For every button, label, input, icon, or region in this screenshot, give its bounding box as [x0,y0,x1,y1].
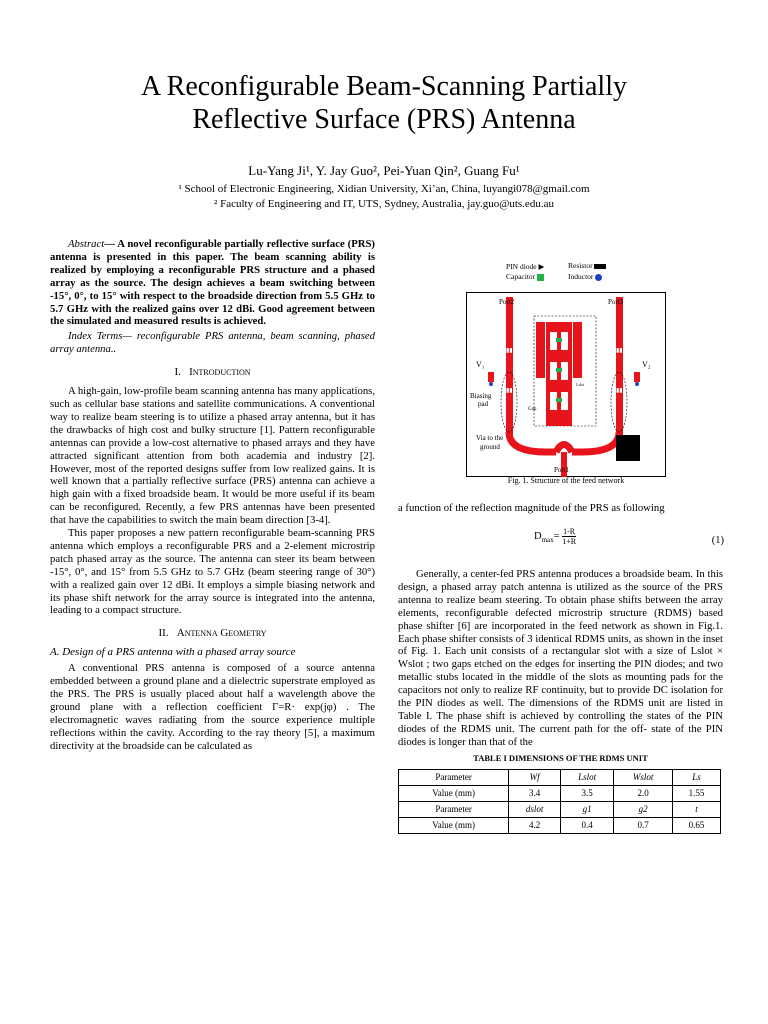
feed-paragraph: Generally, a center-fed PRS antenna produces a broadside beam. In this design, a phased array patch antenna is utilized as the source of the PRS antenna to realize beam steering. To obtain phase shifts between the array elements, reconfigurable defected microstrip structure (RDMS) based phase shifter [6] are incorporated in the feed network as shown in Fig.1. Each phase shifter consists of 3 identical RDMS units, as shown in the inset of Fig. 1. Each unit consists of a rectangular slot with a size of Lslot × Wslot ; two gaps etched on the edges for inserting the PIN diodes; and two metallic stubs located in the middle of the slots as mounting pads for the capacitors not only to realize RF continuity, but to provide DC isolation for the PIN diodes as well. The dimensions of the RDMS unit are listed in Table I. The phase shift is achieved by controlling the states of the PIN diodes of the RDMS unit. The current path for the off- state of the PIN diodes is longer than that of the [398,568,723,748]
section-2-title: Antenna Geometry [176,627,267,640]
label-port2: Port2 [499,298,515,306]
subsection-a-heading: A. Design of a PRS antenna with a phased array source [50,646,296,659]
table-row [399,817,721,833]
affiliation-1: ¹ School of Electronic Engineering, Xidian University, Xi’an, China, luyangi078@gmail.com [178,183,590,195]
rdms-strip [546,322,572,426]
intro-paragraph-2: This paper proposes a new pattern reconfigurable beam-scanning PRS antenna which employs a reconfigurable PRS and a 2-element microstrip patch phased array as the source. The antenna can steer its beam between -15°, 0°, and 15° from 5.5 GHz to 5.7 GHz (beam steering range of 30°) with a realized gain over 12 dBi. It employs a simple biasing network and its phase shift network for the array source is integrated into the antenna, leading to a compact structure. [50,527,375,617]
legend-res-label: Resistor [568,261,593,270]
left-column [50,238,375,753]
rdms-table [398,769,721,834]
eq-denominator: 1+R [562,537,577,546]
slot-2a [550,362,557,380]
table-cell: 3.5 [561,785,614,801]
table-row [399,769,721,785]
rdms-left-stub [536,322,545,378]
legend-pin-diode [506,262,544,271]
table-cell: Lslot [561,769,614,785]
legend-resistor [568,261,606,270]
eq-subscript: max [541,536,554,544]
diode-marks-right: ▮▮ [616,348,623,354]
legend-ind-label: Inductor [568,272,594,281]
table-cell: g2 [614,801,673,817]
table-cell: t [673,801,721,817]
table-cell: 0.4 [561,817,614,833]
label-v1: V₁ [476,360,485,369]
legend-capacitor [506,272,544,281]
slot-2b [561,362,568,380]
slot-3a [550,392,557,410]
figure-caption: Fig. 1. Structure of the feed network [507,476,625,485]
table-row [399,785,721,801]
table-cell: Value (mm) [399,817,509,833]
label-biasing: Biasing [470,392,492,400]
section-2-number: II. [158,627,169,640]
label-port3: Port3 [608,298,624,306]
section-1-heading [50,366,375,379]
paper-title [40,70,728,136]
eq-number: (1) [711,535,724,546]
rdms-right-stub [573,322,582,378]
authors: Lu-Yang Ji¹, Y. Jay Guo², Pei-Yuan Qin², Guang Fu¹ [248,163,520,178]
table-cell: 3.4 [509,785,561,801]
table-cell: 0.7 [614,817,673,833]
title-line-1: A Reconfigurable Beam-Scanning Partially [141,71,627,102]
right-intro-line: a function of the reflection magnitude of the PRS as following [398,502,665,514]
table-cell: 2.0 [614,785,673,801]
right-feed-line [616,297,623,437]
index-terms: Index Terms— reconfigurable PRS antenna, beam scanning, phased array antenna.. [50,330,375,356]
right-bias-pad [634,372,640,382]
intro-paragraph-1: A high-gain, low-profile beam scanning antenna has many applications, such as cellular base stations and satellite communications. A conventional way to realize beam steering is to utilize a phased array antenna, but it has the drawbacks of high cost and bulky structure [1]. Pattern reconfigurable antennas can provide a low-cost alternative to phased arrays and they have attracted significant attention from both academia and industry [2]. However, most of the reported designs suffer from low realized gains. It is well known that a partially reflective surface (PRS) antenna can achieve a high gain with a fixed broadside beam. It would be more useful if its beam can be reconfigured. Recently, a few PRS antennas have been presented that have the capabilities to switch the main beam direction [3-4]. [50,385,375,527]
eq-lhs: $D_{max}$ [534,530,554,544]
label-via-2: ground [480,443,500,451]
equation-1: $D_{max}=$ $\frac{1-R}{1+R}$ (1) [534,527,724,546]
right-inductor [635,382,639,386]
table-cell: Wf [509,769,561,785]
table-cell: Ls [673,769,721,785]
table-cell: Wslot [614,769,673,785]
label-pad: pad [478,400,489,408]
table-row [399,801,721,817]
table-cell: dslot [509,801,561,817]
table-cell: 4.2 [509,817,561,833]
table-caption: TABLE I DIMENSIONS OF THE RDMS UNIT [473,752,648,763]
left-feed-line [506,297,513,437]
legend-cap-label: Capacitor [506,272,536,281]
table-cell: 0.65 [673,817,721,833]
legend-pin-label: PIN diode [506,262,537,271]
capacitor-square-icon [537,274,544,281]
eq-fraction [562,527,576,546]
geometry-paragraph-1: A conventional PRS antenna is composed of a source antenna embedded between a ground plane and a dielectric superstrate employed as the PRS. The PRS is usually placed about half a wavelength above the ground plane with a reflection coefficient Γ=R· exp(jφ) . The electromagnetic waves radiating from the source experience multiple reflections within the cavity. According to the ray theory [5], a maximum directivity at the broadside can be calculated as [50,662,375,752]
feed-network-figure [466,292,666,477]
label-port1: Port1 [554,466,570,474]
left-bias-pad [488,372,494,382]
abstract-label: Abstract [68,238,105,250]
section-1-number: I. [174,366,181,379]
affiliation-2: ² Faculty of Engineering and IT, UTS, Sydney, Australia, jay.guo@uts.edu.au [214,198,554,210]
abstract-text: — A novel reconfigurable partially reflective surface (PRS) antenna is presented in this paper. The beam scanning ability is realized by employing a reconfigurable PRS structure and a phased array as the source. The design achieves a beam switching between -15°, 0°, to 15° with respect to the broadside direction from 5.5 GHz to 5.7 GHz with the realized gains over 12 dBi. Good agreement between the simulated and measured results is achieved. [50,238,375,328]
label-v2: V₂ [642,360,651,369]
resistor-rect-icon [594,264,606,269]
table-cell: 1.55 [673,785,721,801]
section-2-heading [50,627,375,640]
diode-marks-left-2: ▮▮ [506,388,513,394]
eq-numerator: 1-R [563,527,576,536]
slot-1a [550,332,557,350]
table-cell: Parameter [399,769,509,785]
label-lslot: Lslot [576,382,585,387]
inductor-dot-icon [595,274,602,281]
left-inductor [489,382,493,386]
capacitor-3 [556,398,562,402]
table-cell: Parameter [399,801,509,817]
label-gap: Gap [528,407,537,412]
capacitor-1 [556,338,562,342]
abstract [50,238,375,328]
slot-3b [561,392,568,410]
section-1-title: Introduction [189,366,251,379]
slot-1b [561,332,568,350]
table-cell: Value (mm) [399,785,509,801]
label-via-1: Via to the [476,434,504,442]
table-cell: g1 [561,801,614,817]
title-line-2: Reflective Surface (PRS) Antenna [192,104,576,135]
diode-icon: ▶ [538,262,545,271]
capacitor-2 [556,368,562,372]
diode-marks-right-2: ▮▮ [616,388,623,394]
ground-square [616,435,640,461]
right-column [398,568,723,834]
legend-inductor [568,272,602,281]
diode-marks-left: ▮▮ [506,348,513,354]
